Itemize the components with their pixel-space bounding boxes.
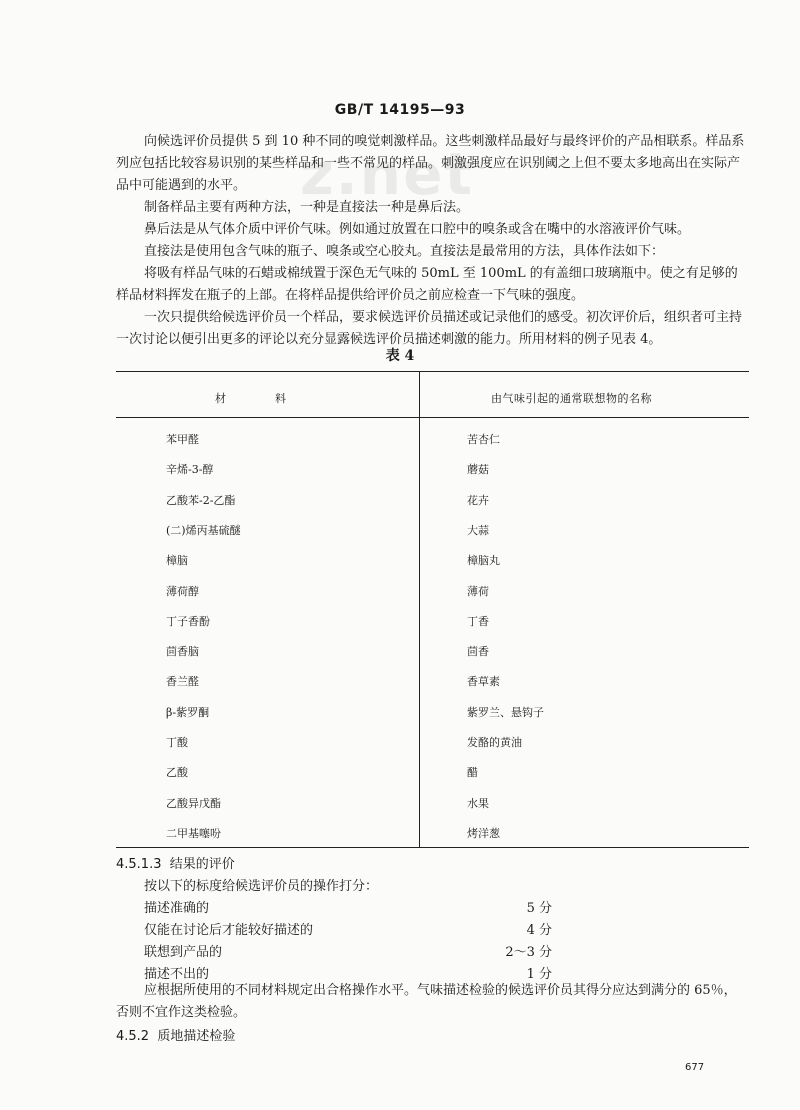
- table-cell-association: 薄荷: [467, 585, 489, 598]
- score-value-1: 5 分: [526, 901, 552, 916]
- scoring-intro: 按以下的标度给候选评价员的操作打分：: [144, 879, 379, 894]
- score-label-1: 描述准确的: [144, 901, 210, 916]
- score-label-2: 仅能在讨论后才能较好描述的: [144, 923, 314, 938]
- score-value-4: 1 分: [526, 967, 552, 982]
- page-number: 677: [685, 1062, 705, 1073]
- table-cell-association: 发酪的黄油: [467, 736, 522, 749]
- table-column-divider: [419, 372, 420, 848]
- table-cell-material: 茴香脑: [166, 645, 199, 658]
- table-cell-association: 樟脑丸: [467, 554, 500, 567]
- paragraph-intro: 向候选评价员提供 5 到 10 种不同的嗅觉刺激样品。这些刺激样品最好与最终评价的产品相联系。样品系列应包括比较容易识别的某些样品和一些不常见的样品。刺激强度应在识别阈之上但不要太多地高出在实际产品中可能遇到的水平。: [116, 134, 745, 193]
- table-cell-material: 薄荷醇: [166, 585, 199, 598]
- table-header-material: 材 料: [215, 392, 287, 405]
- paragraph-discussion: 一次只提供给候选评价员一个样品，要求候选评价员描述或记录他们的感受。初次评价后，组织者可主持一次讨论以便引出更多的评论以充分显露候选评价员描述刺激的能力。所用材料的例子见表 4。: [116, 310, 743, 347]
- paragraph-procedure: 将吸有样品气味的石蜡或棉绒置于深色无气味的 50mL 至 100mL 的有盖细口玻璃瓶中。使之有足够的样品材料挥发在瓶子的上部。在将样品提供给评价员之前应检查一下气味的强度。: [116, 266, 738, 303]
- table-cell-association: 丁香: [467, 615, 489, 628]
- table-cell-material: 香兰醛: [166, 675, 199, 688]
- table-cell-material: 樟脑: [166, 554, 188, 567]
- table-cell-material: 辛烯-3-醇: [166, 463, 214, 476]
- table-header-rule: [116, 417, 749, 418]
- section-4513-heading: [116, 853, 235, 872]
- section-452-title: 质地描述检验: [157, 1029, 236, 1044]
- table-cell-material: 丁酸: [166, 736, 188, 749]
- table-cell-association: 花卉: [467, 494, 489, 507]
- table-cell-material: 二甲基噻吩: [166, 827, 221, 840]
- table-cell-association: 水果: [467, 797, 489, 810]
- section-4513-title: 结果的评价: [169, 857, 235, 872]
- standard-number: GB/T 14195—93: [334, 102, 466, 118]
- table-caption: 表 4: [385, 348, 415, 364]
- section-452-heading: [116, 1025, 235, 1044]
- table-cell-association: 苦杏仁: [467, 433, 500, 446]
- table-cell-association: 大蒜: [467, 524, 489, 537]
- table-cell-material: 丁子香酚: [166, 615, 210, 628]
- section-4513-number: 4.5.1.3: [116, 857, 162, 872]
- table-cell-association: 紫罗兰、悬钩子: [467, 706, 544, 719]
- paragraph-direct: 直接法是使用包含气味的瓶子、嗅条或空心胶丸。直接法是最常用的方法，具体作法如下：: [144, 244, 665, 259]
- table-bottom-rule: [116, 847, 749, 848]
- section-452-number: 4.5.2: [116, 1029, 150, 1044]
- table-cell-association: 茴香: [467, 645, 489, 658]
- table-cell-material: 乙酸异戊酯: [166, 797, 221, 810]
- table-cell-material: 乙酸苯-2-乙酯: [166, 494, 236, 507]
- paragraph-retronasal: 鼻后法是从气体介质中评价气味。例如通过放置在口腔中的嗅条或含在嘴中的水溶液评价气味。: [144, 222, 691, 237]
- table-top-rule: [116, 371, 749, 372]
- table-cell-association: 醋: [467, 766, 478, 779]
- table-cell-material: (二)烯丙基硫醚: [166, 524, 241, 537]
- score-label-4: 描述不出的: [144, 967, 210, 982]
- table-cell-association: 香草素: [467, 675, 500, 688]
- score-value-2: 4 分: [526, 923, 552, 938]
- paragraph-methods: 制备样品主要有两种方法，一种是直接法一种是鼻后法。: [144, 200, 470, 215]
- table-cell-material: β-紫罗酮: [166, 706, 210, 719]
- paragraph-conclusion: 应根据所使用的不同材料规定出合格操作水平。气味描述检验的候选评价员其得分应达到满分的 65％，否则不宜作这类检验。: [116, 983, 737, 1020]
- score-label-3: 联想到产品的: [144, 945, 223, 960]
- table-cell-association: 烤洋葱: [467, 827, 500, 840]
- watermark: z.net: [300, 140, 475, 208]
- score-value-3: 2～3 分: [505, 945, 552, 960]
- table-cell-material: 乙酸: [166, 766, 188, 779]
- table-cell-material: 苯甲醛: [166, 433, 199, 446]
- table-header-association: 由气味引起的通常联想物的名称: [491, 392, 652, 405]
- table-cell-association: 蘑菇: [467, 463, 489, 476]
